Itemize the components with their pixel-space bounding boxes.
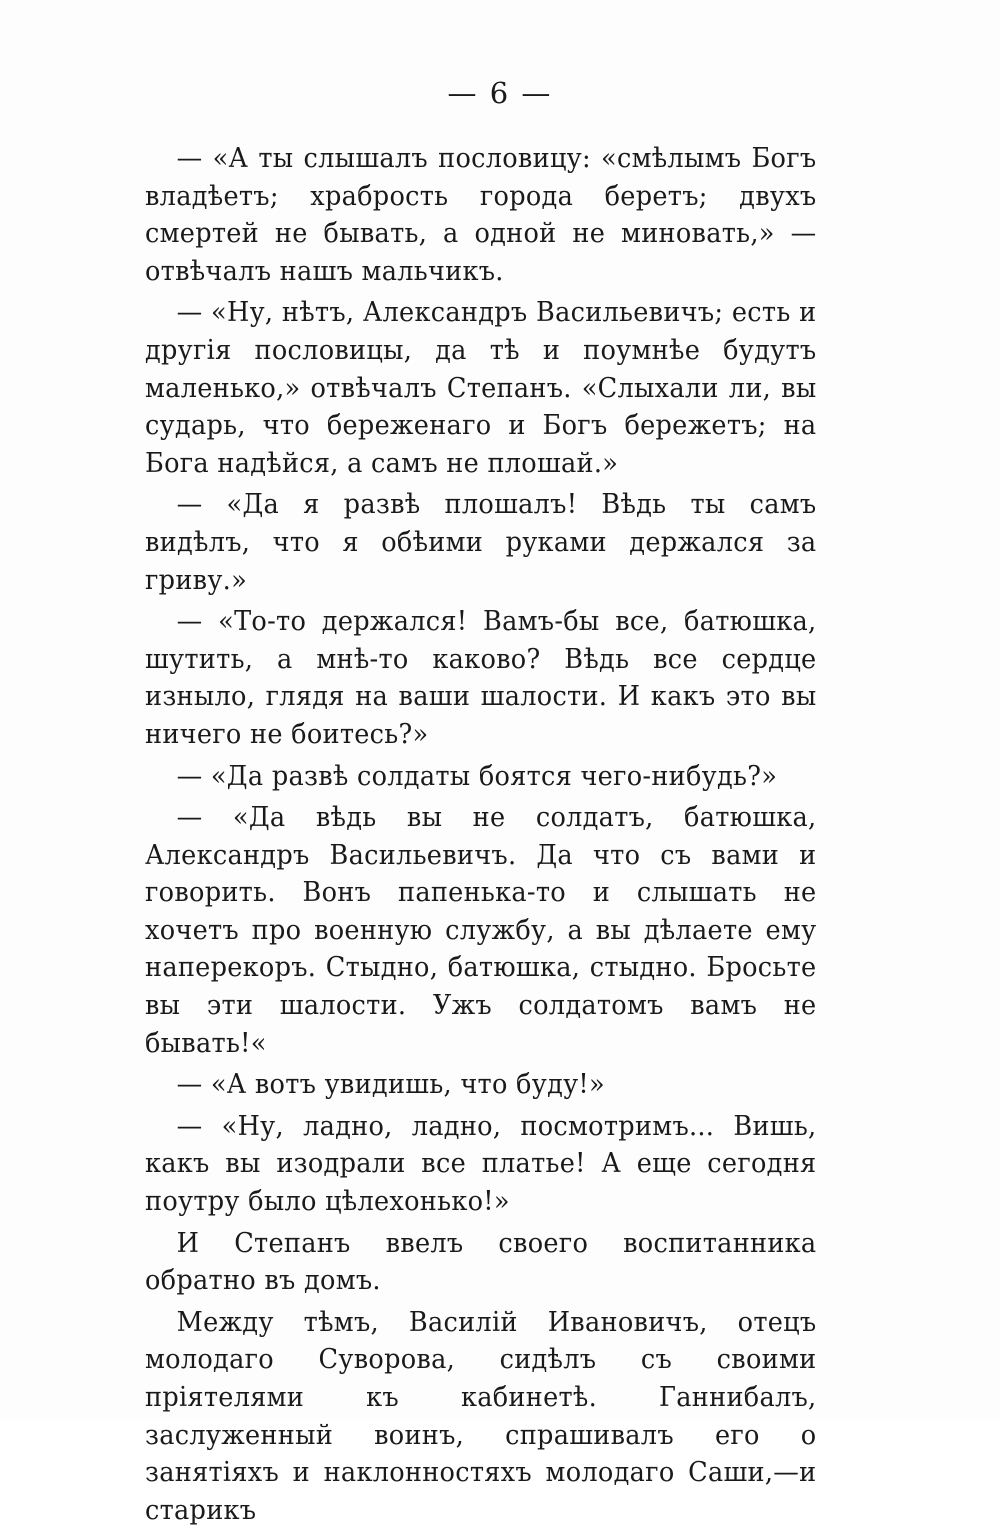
paragraph: Между тѣмъ, Василій Ивановичъ, отецъ молодаго Суворова, сидѣлъ съ своими пріятелями къ кабинетѣ. Ганнибалъ, заслуженный воинъ, спрашивалъ его о занятіяхъ и наклонностяхъ молодаго Саши,—и старикъ (145, 1305, 817, 1526)
paragraph: — «То-то держался! Вамъ-бы все, батюшка, шутить, а мнѣ-то каково? Вѣдь все сердце изныло, глядя на ваши шалости. И какъ это вы ничего не боитесь?» (145, 605, 817, 750)
paragraph: — «Да развѣ солдаты боятся чего-нибудь?» (176, 759, 778, 792)
paragraph: И Степанъ ввелъ своего воспитанника обратно въ домъ. (145, 1226, 817, 1297)
paragraph: — «Ну, ладно, ладно, посмотримъ... Вишь, какъ вы изодрали все платье! А еще сегодня поутру было цѣлехонько!» (145, 1109, 817, 1218)
paragraph: — «Ну, нѣтъ, Александръ Васильевичъ; есть и другія пословицы, да тѣ и поумнѣе будутъ маленько,» отвѣчалъ Степанъ. «Слыхали ли, вы сударь, что береженаго и Богъ бережетъ; на Бога надѣйся, а самъ не плошай.» (145, 296, 817, 479)
paragraph: — «А ты слышалъ пословицу: «смѣлымъ Богъ владѣетъ; храбрость города беретъ; двухъ смертей не бывать, а одной не миновать,» —отвѣчалъ нашъ мальчикъ. (145, 142, 817, 287)
paragraph: — «А вотъ увидишь, что буду!» (176, 1068, 605, 1101)
paragraph: — «Да я развѣ плошалъ! Вѣдь ты самъ видѣлъ, что я обѣими руками держался за гриву.» (145, 488, 817, 596)
body-text (145, 140, 816, 1533)
page-number: — 6 — (447, 76, 553, 110)
paragraph: — «Да вѣдь вы не солдатъ, батюшка, Александръ Васильевичъ. Да что съ вами и говорить. Вонъ папенька-то и слышать не хочетъ про военную службу, а вы дѣлаете ему наперекоръ. Стыдно, батюшка, стыдно. Бросьте вы эти шалости. Ужъ солдатомъ вамъ не бывать!« (145, 801, 817, 1059)
